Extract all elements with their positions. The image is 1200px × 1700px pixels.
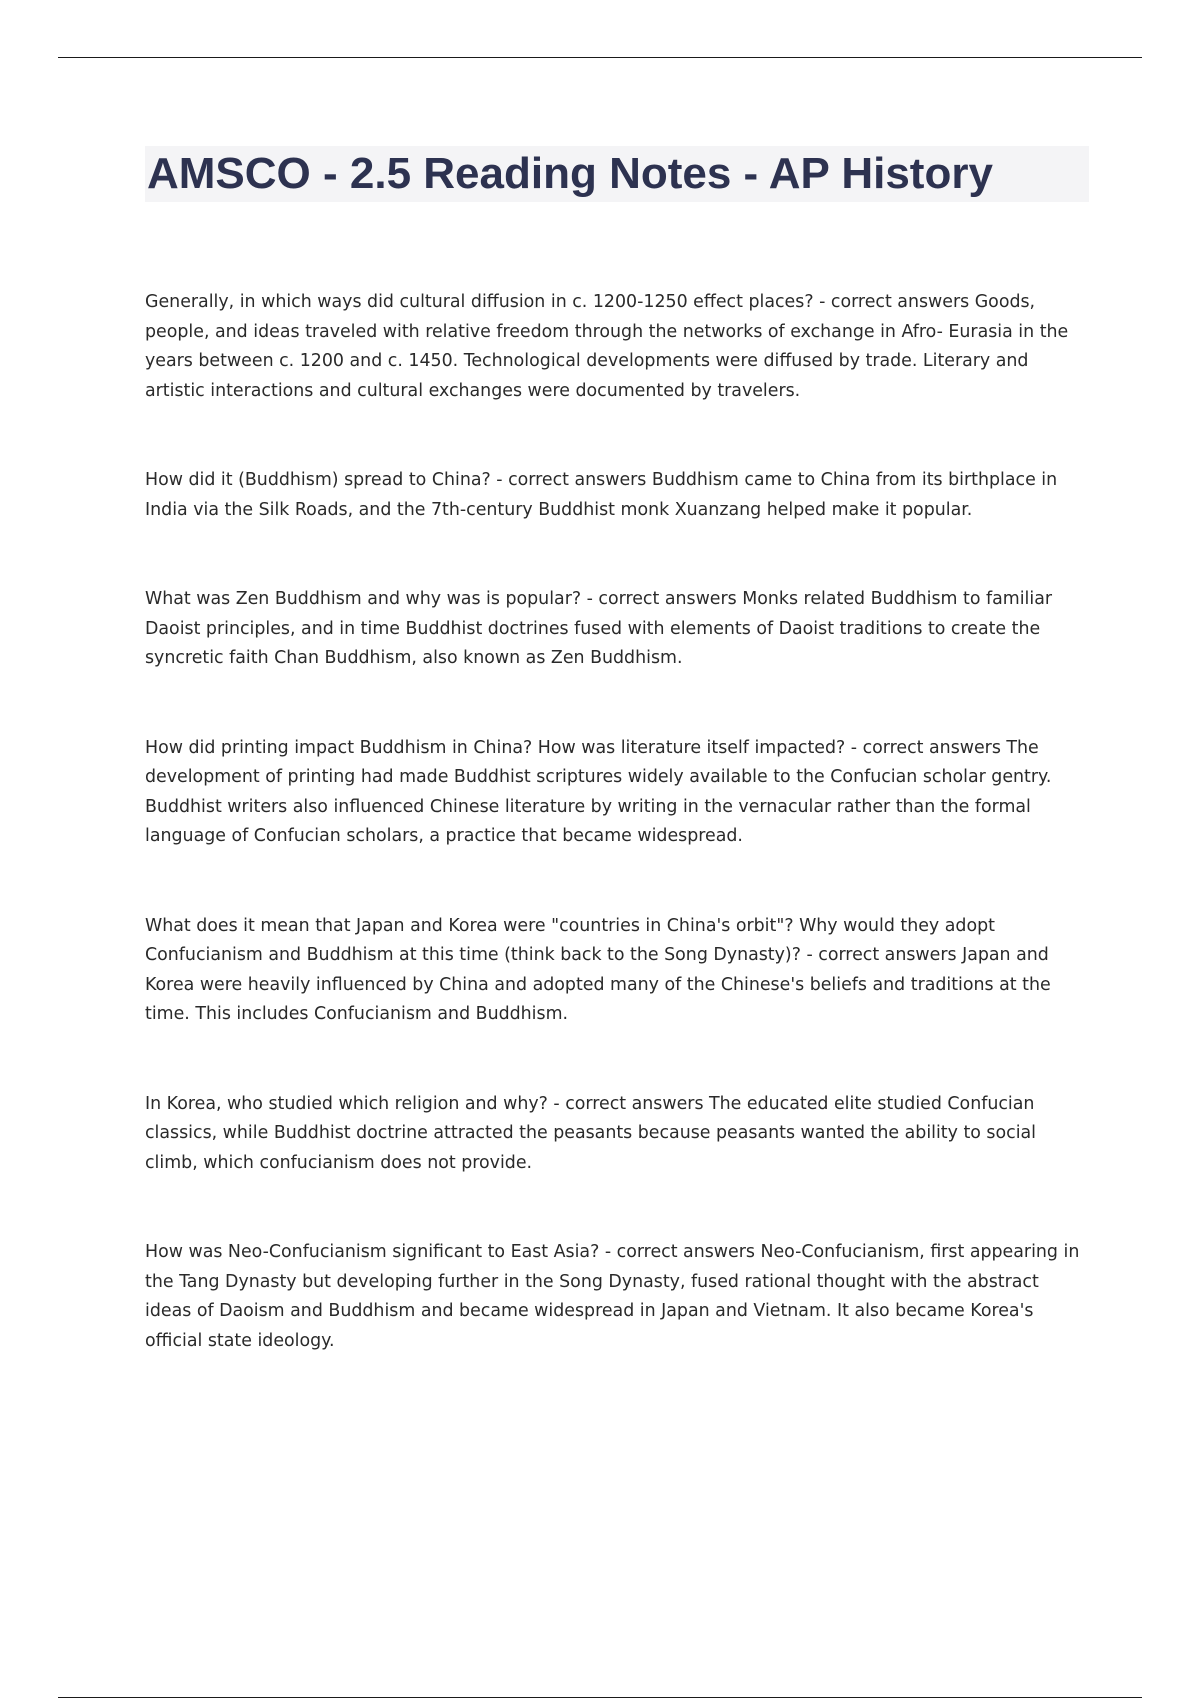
qa-entry: What was Zen Buddhism and why was is popular? - correct answers Monks related Buddhism to familiar Daoist principles, and in time Buddhist doctrines fused with elements of Daoist traditions to create the syncretic faith Chan Buddhism, also known as Zen Buddhism. (145, 589, 1053, 668)
title-banner (145, 146, 1089, 202)
top-rule (58, 57, 1142, 58)
qa-entry: What does it mean that Japan and Korea were "countries in China's orbit"? Why would they adopt Confucianism and Buddhism at this time (think back to the Song Dynasty)? - correct answers Japan and Korea were heavily influenced by China and adopted many of the Chinese's beliefs and traditions at the time. This includes Confucianism and Buddhism. (145, 915, 1051, 1024)
qa-entry: How did printing impact Buddhism in China? How was literature itself impacted? - correct answers The development of printing had made Buddhist scriptures widely available to the Confucian scholar gentry. Buddhist writers also influenced Chinese literature by writing in the vernacular rather than the formal language of Confucian scholars, a practice that became widespread. (145, 737, 1052, 846)
qa-list (145, 288, 1090, 1356)
qa-entry: In Korea, who studied which religion and why? - correct answers The educated elite studied Confucian classics, while Buddhist doctrine attracted the peasants because peasants wanted the ability to social climb, which confucianism does not provide. (145, 1093, 1037, 1173)
qa-entry: How was Neo-Confucianism significant to East Asia? - correct answers Neo-Confucianism, first appearing in the Tang Dynasty but developing further in the Song Dynasty, fused rational thought with the abstract ideas of Daoism and Buddhism and became widespread in Japan and Vietnam. It also became Korea's official state ideology. (145, 1242, 1080, 1351)
qa-entry: Generally, in which ways did cultural diffusion in c. 1200-1250 effect places? - correct answers Goods, people, and ideas traveled with relative freedom through the networks of exchange in Afro- Eurasia in the years between c. 1200 and c. 1450. Technological developments were diffused by trade. Literary and artistic interactions and cultural exchanges were documented by travelers. (145, 292, 1069, 401)
bottom-rule (58, 1697, 1142, 1698)
document-title: AMSCO - 2.5 Reading Notes - AP History (147, 149, 993, 198)
qa-entry: How did it (Buddhism) spread to China? - correct answers Buddhism came to China from its birthplace in India via the Silk Roads, and the 7th-century Buddhist monk Xuanzang helped make it popular. (145, 470, 1058, 520)
